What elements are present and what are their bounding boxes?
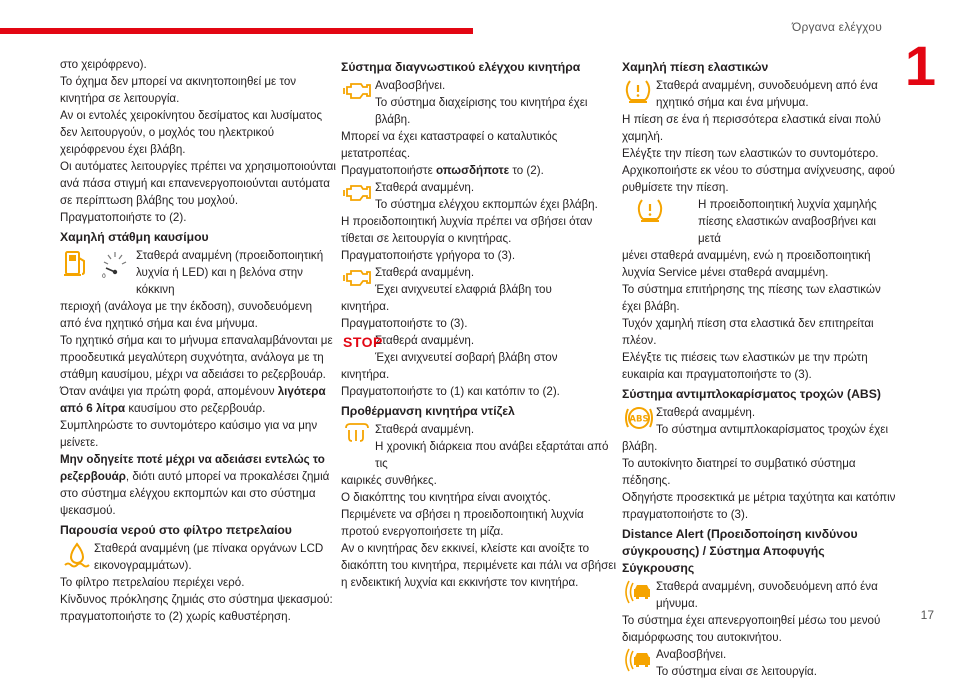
text-run: Όταν ανάψει για πρώτη φορά, απομένουν bbox=[60, 385, 278, 398]
paragraph: Κίνδυνος πρόκλησης ζημιάς στο σύστημα ψεκασμού: πραγματοποιήστε το (2) χωρίς καθυστέρηση. bbox=[60, 593, 333, 623]
header-accent-bar bbox=[0, 28, 473, 34]
column-3 bbox=[622, 56, 898, 680]
glow-plug-icon bbox=[343, 422, 371, 444]
status-line: Σταθερά αναμμένη (προειδοποιητική bbox=[136, 249, 324, 262]
status-line: Σταθερά αναμμένη. bbox=[375, 266, 475, 279]
distance-alert-block-1 bbox=[622, 578, 898, 612]
paragraph: Αρχικοποιήστε εκ νέου το σύστημα ανίχνευσης, αφού ρυθμίσετε την πίεση. bbox=[622, 164, 895, 194]
svg-text:0: 0 bbox=[102, 273, 106, 278]
text-run: , διότι αυτό μπορεί να προκαλέσει ζημιά στο σύστημα ελέγχου εκπομπών και στο σύστημα ψεκασμού. bbox=[60, 470, 330, 517]
paragraph: Πραγματοποιήστε το (2). bbox=[60, 211, 187, 224]
fuel-pump-icon bbox=[62, 248, 90, 278]
tyre-pressure-icon bbox=[636, 197, 664, 223]
emphasis: οπωσδήποτε bbox=[435, 164, 510, 177]
emphasis: λιγότερα από 6 λίτρα bbox=[60, 385, 326, 415]
status-line: λυχνία ή LED) και η βελόνα στην κόκκινη bbox=[136, 266, 303, 296]
column-2 bbox=[341, 56, 617, 591]
paragraph: Τυχόν χαμηλή πίεση στα ελαστικά δεν επιτηρείται πλέον. bbox=[622, 317, 874, 347]
stop-icon: STOP bbox=[343, 334, 383, 350]
paragraph: Η προειδοποιητική λυχνία πρέπει να σβήσει όταν τίθεται σε λειτουργία ο κινητήρας. bbox=[341, 215, 593, 245]
status-line: Το σύστημα αντιμπλοκαρίσματος τροχών έχει bbox=[656, 423, 889, 436]
text-run: Πραγματοποιήστε bbox=[341, 164, 436, 177]
paragraph: Το όχημα δεν μπορεί να ακινητοποιηθεί με τον κινητήρα σε λειτουργία. bbox=[60, 75, 297, 105]
paragraph: Η πίεση σε ένα ή περισσότερα ελαστικά είναι πολύ χαμηλή. bbox=[622, 113, 881, 143]
page-number: 17 bbox=[920, 608, 934, 622]
status-line: μήνυμα. bbox=[656, 597, 698, 610]
paragraph bbox=[60, 383, 336, 417]
paragraph: Συμπληρώστε το συντομότερο καύσιμο για να μην μείνετε. bbox=[60, 419, 318, 449]
text-run: καυσίμου στο ρεζερβουάρ. bbox=[125, 402, 266, 415]
column-1 bbox=[60, 56, 336, 625]
status-line: Το σύστημα ελέγχου εκπομπών έχει βλάβη. bbox=[375, 198, 598, 211]
paragraph: Οδηγήστε προσεκτικά με μέτρια ταχύτητα και κατόπιν πραγματοποιήστε το (3). bbox=[622, 491, 896, 521]
paragraph: Περιμένετε να σβήσει η προειδοποιητική λυχνία προτού ενεργοποιήσετε τη μίζα. bbox=[341, 508, 584, 538]
section-heading-low-fuel: Χαμηλή στάθμη καυσίμου bbox=[60, 230, 209, 244]
paragraph: κινητήρα. bbox=[341, 368, 390, 381]
paragraph: Αν ο κινητήρας δεν εκκινεί, κλείστε και ανοίξτε το διακόπτη του κινητήρα, περιμένετε και πάλι να σβήσει η ενδεικτική λυχνία και εκκινήστε τον κινητήρα. bbox=[341, 542, 617, 589]
text-run: το (2). bbox=[509, 164, 544, 177]
status-line: Σταθερά αναμμένη. bbox=[375, 181, 475, 194]
status-line: Το σύστημα διαχείρισης του κινητήρα έχει βλάβη. bbox=[375, 96, 588, 126]
status-line: Το σύστημα είναι σε λειτουργία. bbox=[656, 665, 817, 678]
paragraph: Πραγματοποιήστε το (3). bbox=[341, 317, 468, 330]
emphasis: Μην οδηγείτε ποτέ μέχρι να αδειάσει εντελώς το ρεζερβουάρ bbox=[60, 453, 325, 483]
paragraph: περιοχή (ανάλογα με την έκδοση), συνοδευόμενη από ένα ηχητικό σήμα και ένα μήνυμα. bbox=[60, 300, 313, 330]
paragraph: μένει σταθερά αναμμένη, ενώ η προειδοποιητική λυχνία Service μένει σταθερά αναμμένη. bbox=[622, 249, 871, 279]
engine-diag-block-3 bbox=[341, 264, 617, 298]
status-line: Έχει ανιχνευτεί ελαφριά βλάβη του bbox=[375, 283, 552, 296]
section-heading-engine-diagnostic: Σύστημα διαγνωστικού ελέγχου κινητήρα bbox=[341, 60, 581, 74]
status-line: Αναβοσβήνει. bbox=[656, 648, 727, 661]
paragraph: Ο διακόπτης του κινητήρα είναι ανοιχτός. bbox=[341, 491, 551, 504]
paragraph: Αν οι εντολές χειροκίνητου δεσίματος και λυσίματος δεν λειτουργούν, ο μοχλός του ηλεκτρικού χειρόφρενου έχει βλάβη. bbox=[60, 109, 323, 156]
chapter-number: 1 bbox=[904, 34, 936, 97]
distance-alert-icon bbox=[624, 579, 654, 605]
status-line: Έχει ανιχνευτεί σοβαρή βλάβη στον bbox=[375, 351, 558, 364]
engine-diag-block-1 bbox=[341, 77, 617, 128]
engine-diag-block-4 bbox=[341, 332, 617, 366]
paragraph: Το σύστημα έχει απενεργοποιηθεί μέσω του μενού διαμόρφωσης του αυτοκινήτου. bbox=[622, 614, 881, 644]
paragraph: Ελέγξτε την πίεση των ελαστικών το συντομότερο. bbox=[622, 147, 879, 160]
section-heading-distance-alert: Distance Alert (Προειδοποίηση κινδύνου σύγκρουσης) / Σύστημα Αποφυγής Σύγκρουσης bbox=[622, 527, 858, 575]
paragraph: Ελέγξτε τις πιέσεις των ελαστικών με την πρώτη ευκαιρία και πραγματοποιήστε το (3). bbox=[622, 351, 868, 381]
engine-check-icon bbox=[343, 78, 373, 102]
paragraph bbox=[60, 451, 336, 519]
distance-alert-block-2 bbox=[622, 646, 898, 680]
status-line: Σταθερά αναμμένη. bbox=[375, 334, 475, 347]
engine-check-icon bbox=[343, 180, 373, 204]
tyre-pressure-icon bbox=[624, 78, 652, 104]
status-line: Αναβοσβήνει. bbox=[375, 79, 446, 92]
paragraph: κινητήρα. bbox=[341, 300, 390, 313]
page-title: Όργανα ελέγχου bbox=[791, 20, 882, 34]
paragraph: Μπορεί να έχει καταστραφεί ο καταλυτικός μετατροπέας. bbox=[341, 130, 558, 160]
paragraph: Οι αυτόματες λειτουργίες πρέπει να χρησιμοποιούνται ανά πάσα στιγμή και επανενεργοποιούνται αυτόματα σε περίπτωση βλάβης του μοχλού. bbox=[60, 160, 336, 207]
abs-block bbox=[622, 404, 898, 438]
paragraph bbox=[341, 162, 617, 179]
section-heading-low-tyre-pressure: Χαμηλή πίεση ελαστικών bbox=[622, 60, 769, 74]
abs-icon bbox=[624, 405, 654, 431]
tyre-pressure-block-2 bbox=[622, 196, 898, 247]
paragraph: καιρικές συνθήκες. bbox=[341, 474, 437, 487]
low-fuel-block bbox=[60, 247, 336, 298]
section-heading-diesel-preheat: Προθέρμανση κινητήρα ντίζελ bbox=[341, 404, 515, 418]
status-line: Σταθερά αναμμένη. bbox=[656, 406, 756, 419]
status-line: πίεσης ελαστικών αναβοσβήνει και μετά bbox=[698, 215, 876, 245]
engine-check-icon bbox=[343, 265, 373, 289]
water-in-fuel-block bbox=[60, 540, 336, 574]
status-line: Σταθερά αναμμένη, συνοδευόμενη από ένα bbox=[656, 580, 878, 593]
status-line: εικονογραμμάτων). bbox=[94, 559, 192, 572]
engine-diag-block-2 bbox=[341, 179, 617, 213]
distance-alert-icon bbox=[624, 647, 654, 673]
status-line: ηχητικό σήμα και ένα μήνυμα. bbox=[656, 96, 809, 109]
status-line: Σταθερά αναμμένη (με πίνακα οργάνων LCD bbox=[94, 542, 324, 555]
glow-plug-block bbox=[341, 421, 617, 472]
tyre-pressure-block-1 bbox=[622, 77, 898, 111]
paragraph: Το ηχητικό σήμα και το μήνυμα επαναλαμβάνονται με προοδευτικά μεγαλύτερη συχνότητα, ανάλογα με τη στάθμη καυσίμου, μέχρι να αδειάσει το ρεζερβουάρ. bbox=[60, 334, 333, 381]
paragraph: Το αυτοκίνητο διατηρεί το συμβατικό σύστημα πέδησης. bbox=[622, 457, 856, 487]
status-line: Σταθερά αναμμένη. bbox=[375, 423, 475, 436]
status-line: Η χρονική διάρκεια που ανάβει εξαρτάται από τις bbox=[375, 440, 609, 470]
section-heading-abs: Σύστημα αντιμπλοκαρίσματος τροχών (ABS) bbox=[622, 387, 881, 401]
status-line: Σταθερά αναμμένη, συνοδευόμενη από ένα bbox=[656, 79, 878, 92]
paragraph: βλάβη. bbox=[622, 440, 658, 453]
fuel-gauge-icon bbox=[100, 248, 130, 278]
paragraph: στο χειρόφρενο). bbox=[60, 58, 147, 71]
svg-text:ABS: ABS bbox=[629, 414, 649, 425]
paragraph: Πραγματοποιήστε το (1) και κατόπιν το (2). bbox=[341, 385, 560, 398]
water-in-fuel-icon bbox=[62, 541, 92, 571]
section-heading-water-in-fuel: Παρουσία νερού στο φίλτρο πετρελαίου bbox=[60, 523, 292, 537]
paragraph: Το φίλτρο πετρελαίου περιέχει νερό. bbox=[60, 576, 245, 589]
status-line: Η προειδοποιητική λυχνία χαμηλής bbox=[698, 198, 877, 211]
paragraph: Πραγματοποιήστε γρήγορα το (3). bbox=[341, 249, 516, 262]
paragraph: Το σύστημα επιτήρησης της πίεσης των ελαστικών έχει βλάβη. bbox=[622, 283, 881, 313]
